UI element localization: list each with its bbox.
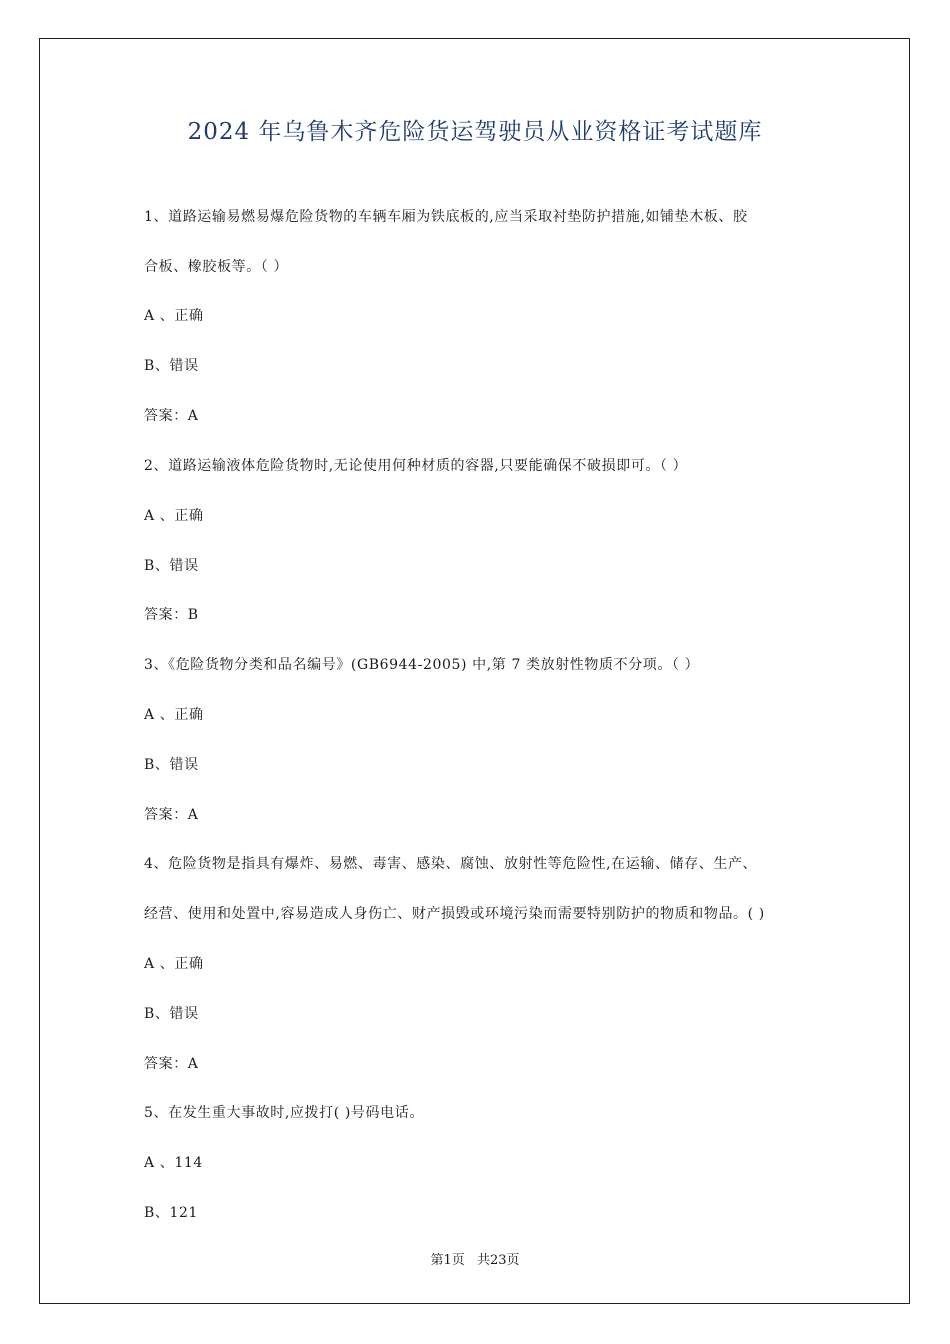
- question-2-answer: 答案：B: [144, 607, 199, 623]
- page-title: 2024 年乌鲁木齐危险货运驾驶员从业资格证考试题库: [187, 119, 763, 145]
- page-footer: [0, 1249, 950, 1268]
- question-1-answer: 答案：A: [144, 408, 199, 424]
- question-4-option-a: A 、正确: [144, 956, 204, 972]
- question-2-option-b: B、错误: [144, 558, 199, 574]
- question-1-text-line-1: 1、道路运输易燃易爆危险货物的车辆车厢为铁底板的,应当采取衬垫防护措施,如铺垫木板、胶: [144, 209, 748, 225]
- question-5-option-a: A 、114: [144, 1155, 203, 1171]
- question-4-text-line-1: 4、危险货物是指具有爆炸、易燃、毒害、感染、腐蚀、放射性等危险性,在运输、储存、生产、: [144, 856, 758, 872]
- question-4-answer: 答案：A: [144, 1056, 199, 1072]
- question-5-text: 5、在发生重大事故时,应拨打( )号码电话。: [144, 1105, 424, 1121]
- page-number: 第1页: [430, 1253, 465, 1268]
- question-4-text-line-2: 经营、使用和处置中,容易造成人身伤亡、财产损毁或环境污染而需要特别防护的物质和物品。( ): [144, 906, 765, 922]
- page-total: 共23页: [476, 1253, 520, 1268]
- question-2-option-a: A 、正确: [144, 508, 204, 524]
- question-1-option-b: B、错误: [144, 358, 199, 374]
- question-1-text-line-2: 合板、橡胶板等。（ ）: [144, 259, 289, 275]
- question-3-option-a: A 、正确: [144, 707, 204, 723]
- question-5-option-b: B、121: [144, 1205, 199, 1221]
- question-1-option-a: A 、正确: [144, 308, 204, 324]
- question-3-option-b: B、错误: [144, 757, 199, 773]
- question-3-text: 3、《危险货物分类和品名编号》(GB6944-2005) 中,第 7 类放射性物质不分项。（ ）: [144, 657, 700, 673]
- question-3-answer: 答案：A: [144, 807, 199, 823]
- question-2-text: 2、道路运输液体危险货物时,无论使用何种材质的容器,只要能确保不破损即可。（ ）: [144, 458, 688, 474]
- question-4-option-b: B、错误: [144, 1006, 199, 1022]
